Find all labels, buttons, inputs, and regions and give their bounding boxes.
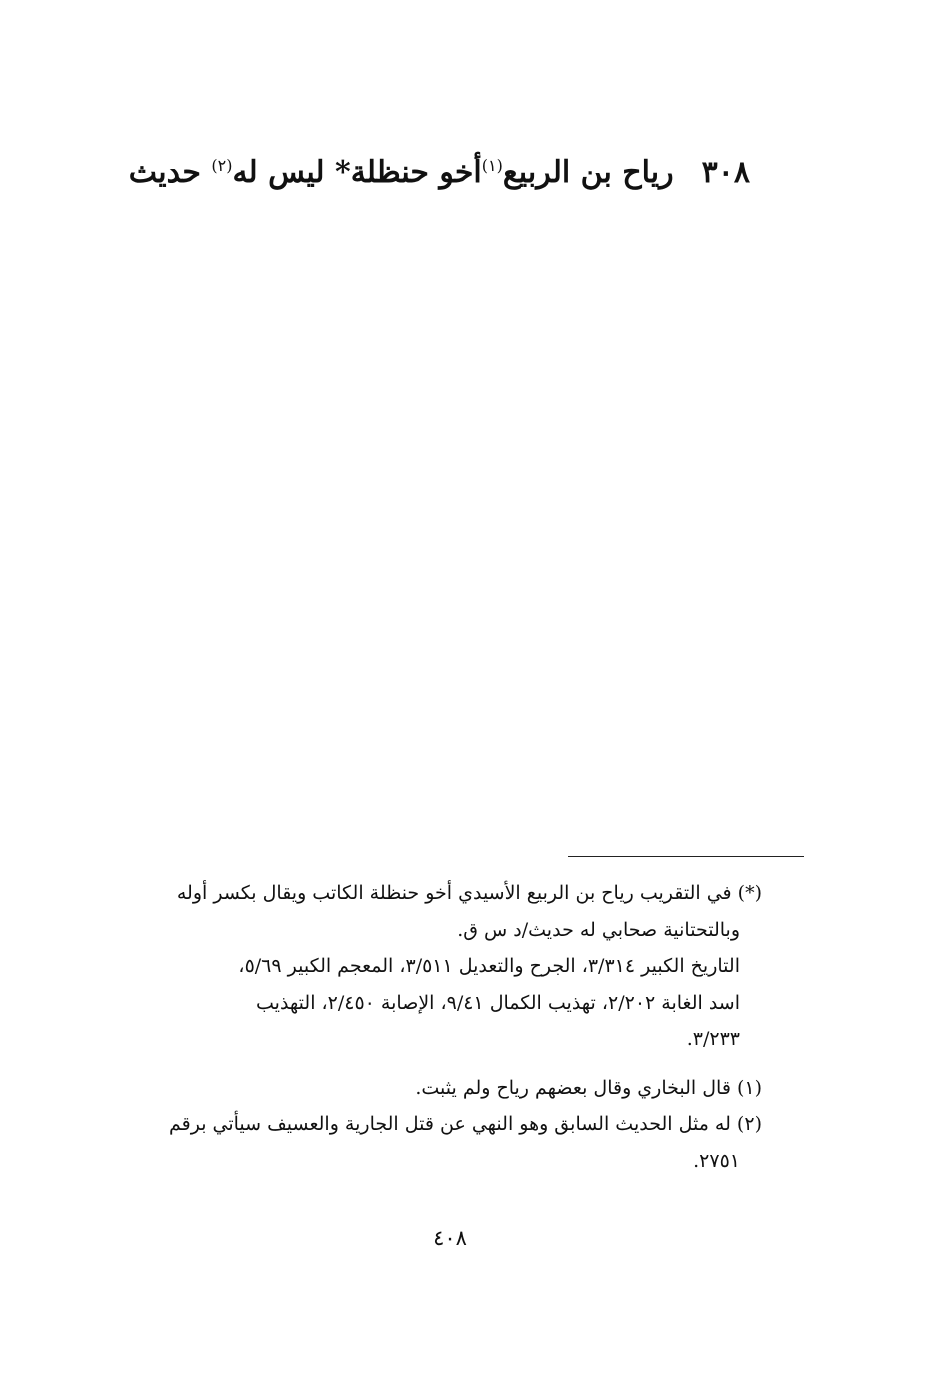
footnote-separator bbox=[568, 856, 804, 857]
narrator-name: رياح بن الربيع bbox=[502, 155, 674, 190]
entry-number: ٣٠٨ bbox=[701, 155, 750, 190]
footnote-1: (١) قال البخاري وقال بعضهم رياح ولم يثبت. bbox=[415, 1076, 762, 1099]
footnote-starred-line: اسد الغابة ٢/٢٠٢، تهذيب الكمال ٩/٤١، الإصابة ٢/٤٥٠، التهذيب bbox=[256, 991, 740, 1014]
footnote-starred-line: وبالتحتانية صحابي له حديث/د س ق. bbox=[457, 918, 740, 941]
footnote-marker-2: (٢) bbox=[211, 156, 233, 175]
footnote-starred-line: (*) في التقريب رياح بن الربيع الأسيدي أخو حنظلة الكاتب ويقال بكسر أوله bbox=[176, 882, 762, 904]
footnote-2-continued: ٢٧٥١. bbox=[693, 1149, 740, 1172]
footnote-starred-line: التاريخ الكبير ٣/٣١٤، الجرح والتعديل ٣/٥١١، المعجم الكبير ٥/٦٩، bbox=[238, 955, 740, 977]
footnotes-section bbox=[122, 875, 762, 1179]
footnote-starred-line: ٣/٢٣٣. bbox=[686, 1028, 740, 1050]
heading-hadith: حديث bbox=[128, 155, 201, 190]
footnote-2: (٢) له مثل الحديث السابق وهو النهي عن قتل الجارية والعسيف سيأتي برقم bbox=[168, 1113, 762, 1135]
heading-has-no: ليس له bbox=[232, 155, 325, 190]
footnote-starred bbox=[122, 875, 762, 1058]
page-number: ٤٠٨ bbox=[433, 1226, 467, 1250]
narrator-relation: أخو حنظلة* bbox=[335, 155, 482, 190]
footnote-marker-1: (١) bbox=[481, 156, 503, 175]
footnote-numbered bbox=[122, 1070, 762, 1180]
entry-heading bbox=[128, 155, 750, 190]
